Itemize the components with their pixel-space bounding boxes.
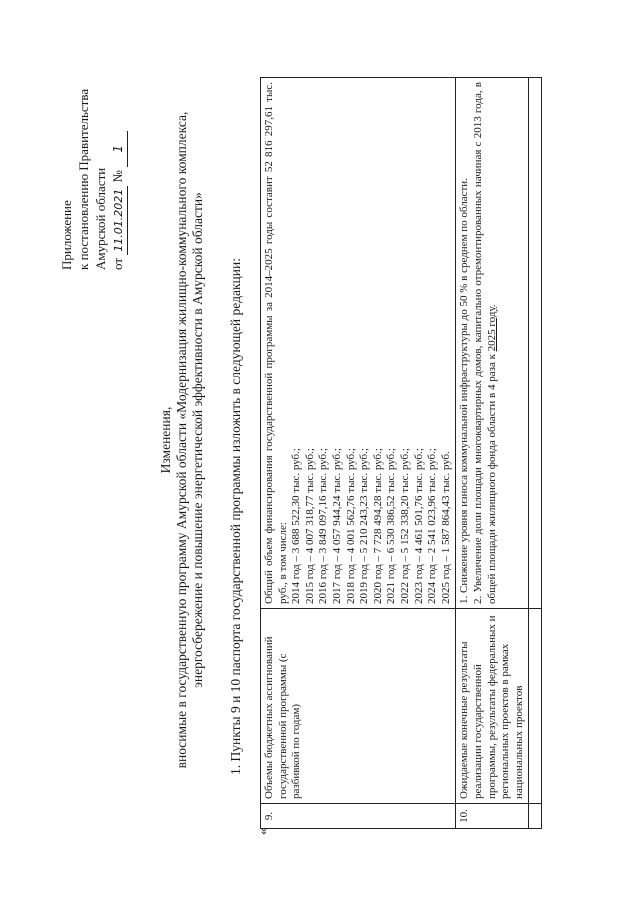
heading-line-3: энергосбережение и повышение энергетической эффективности в Амурской области» (190, 192, 205, 688)
result-item-2 (472, 82, 499, 604)
appendix-label: Приложение (59, 200, 74, 270)
from-label: от (110, 257, 125, 270)
financing-year-line: 2023 год – 4 461 501,76 тыс. руб.; (412, 448, 425, 604)
financing-year-line: 2022 год – 5 152 338,20 тыс. руб.; (398, 448, 411, 604)
row-name: Объемы бюджетных ассигнований государственной программы (с разбивкой по годам) (261, 609, 456, 804)
document-heading (158, 45, 206, 835)
financing-years (290, 82, 453, 604)
financing-year-line: 2021 год – 6 530 386,52 тыс. руб.; (385, 448, 398, 604)
intro-paragraph (228, 258, 244, 775)
resolution-label: к постановлению Правительства (76, 88, 91, 270)
result-item-2-text: 2. Увеличение доли площади многоквартирных домов, капитально отремонтированных начиная с 2013 года, в общей площади жилищного фонда области в 4 раза к (471, 82, 498, 604)
financing-year-line: 2024 год – 2 541 023,96 тыс. руб.; (426, 448, 439, 604)
heading-line-2: вносимые в государственную программу Амурской области «Модернизация жилищно-коммунального комплекса, (174, 111, 189, 769)
row-name: Ожидаемые конечные результаты реализации государственной программы, результаты федеральных и региональных проектов в рамках национальных проектов (456, 609, 529, 804)
number-label: № (110, 170, 125, 183)
result-item-1: 1. Снижение уровня износа коммунальной инфраструктуры до 50 % в среднем по области. (458, 178, 471, 604)
table-row (456, 78, 529, 829)
row-number: 9. (261, 804, 456, 829)
financing-year-line: 2025 год – 1 587 864,43 тыс. руб. (439, 451, 452, 604)
financing-year-line: 2019 год – 5 210 243,23 тыс. руб.; (358, 448, 371, 604)
region-label: Амурской области (93, 167, 108, 270)
intro-marker: 1. (228, 764, 243, 775)
table-row (261, 78, 456, 829)
handwritten-date: 11.01.2021 (110, 186, 128, 255)
financing-year-line: 2015 год – 4 007 318,77 тыс. руб.; (303, 448, 316, 604)
opening-quote: « (256, 828, 271, 835)
empty-cell (529, 78, 542, 609)
financing-year-line: 2017 год – 4 057 944,24 тыс. руб.; (330, 448, 343, 604)
empty-cell (529, 609, 542, 804)
table-row (529, 78, 542, 829)
date-number-line (109, 50, 128, 270)
empty-cell (529, 804, 542, 829)
intro-text: Пункты 9 и 10 паспорта государственной программы изложить в следующей редакции: (228, 258, 243, 762)
approval-block (58, 50, 128, 270)
result-item-2-end: . (485, 304, 498, 308)
document-sheet (50, 45, 590, 835)
heading-title: Изменения, (158, 406, 173, 474)
financing-year-line: 2014 год – 3 688 522,30 тыс. руб.; (290, 448, 303, 604)
passport-table (260, 77, 542, 829)
row-number: 10. (456, 804, 529, 829)
row-value (261, 78, 456, 609)
financing-intro: Общий объем финансирования государственной программы за 2014–2025 годы составит 52 816 297,61 тыс. руб., в том числе: (263, 82, 289, 604)
financing-year-line: 2016 год – 3 849 097,16 тыс. руб.; (317, 448, 330, 604)
handwritten-number: 1 (110, 131, 128, 167)
result-item-2-year: 2025 году (485, 307, 498, 352)
financing-year-line: 2018 год – 4 001 562,76 тыс. руб.; (344, 448, 357, 604)
row-value (456, 78, 529, 609)
financing-year-line: 2020 год – 7 728 494,28 тыс. руб.; (371, 448, 384, 604)
